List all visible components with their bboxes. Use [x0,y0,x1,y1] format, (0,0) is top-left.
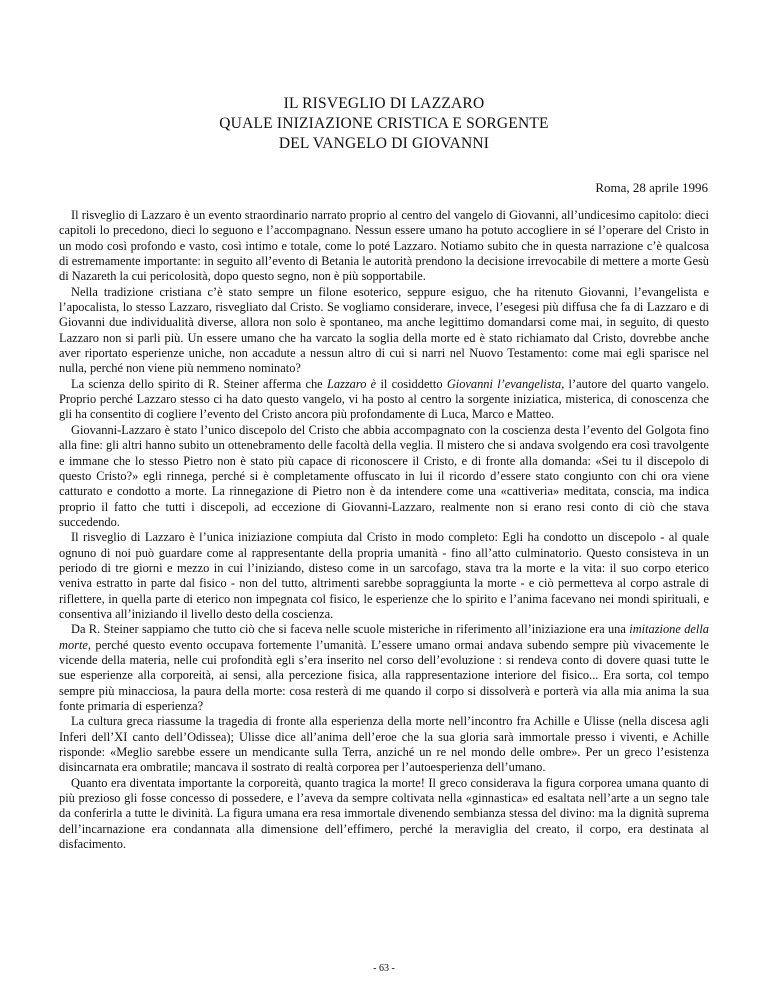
paragraph [59,377,709,423]
emphasis: imitazione della morte, [59,622,710,652]
emphasis: Lazzaro è [326,376,377,391]
paragraph [59,622,709,714]
title-line: DEL VANGELO DI GIOVANNI [278,135,490,152]
paragraph-text: La scienza dello spirito di R. Steiner afferma che [71,376,327,391]
paragraph: Quanto era diventata importante la corporeità, quanto tragica la morte! Il greco considerava la figura corporea umana quanto di più prezioso gli fosse concesso di possedere, e l’aveva da sempre coltivata nella «ginnastica» ed esaltata nell’arte a un segno tale da conferirla a tutte le divinità. La figura umana era resa immortale divenendo sembianza stessa del divino: ma la dignità suprema dell’incarnazione era condannata alla dimensione dell’effimero, perché la meraviglia del creato, il corpo, era destinata al disfacimento. [59,775,709,852]
paragraph-text: il cosiddetto [376,376,447,391]
title-line: IL RISVEGLIO DI LAZZARO [283,95,485,112]
paragraph-text: Da R. Steiner sappiamo che tutto ciò che si faceva nelle scuole misteriche in riferimento all’iniziazione era una [71,622,630,637]
paragraph: Il risveglio di Lazzaro è l’unica iniziazione compiuta dal Cristo in modo completo: Egli ha condotto un discepolo - al quale ognuno di noi può guardare come al rappresentante della propria umanità - fino all’atto culminatorio. Questo consisteva in un periodo di tre giorni e mezzo in cui l’iniziando, disteso come in un sarcofago, stava tra la morte e la vita: il suo corpo eterico veniva estratto in parte dal fisico - non del tutto, altrimenti sarebbe sopraggiunta la morte - e ciò permetteva al corpo astrale di riflettere, in quella parte di eterico non impegnata col fisico, le esperienze che lo spirito e l’anima facevano nei mondi spirituali, e consentiva all’iniziando il livello desto della coscienza. [59,530,709,621]
document-date: Roma, 28 aprile 1996 [595,180,708,195]
title-line: QUALE INIZIAZIONE CRISTICA E SORGENTE [219,115,549,132]
paragraph-text: perché questo evento occupava fortemente l’umanità. L’essere umano ormai andava subendo sempre più vivacemente le vicende della materia, nelle cui profondità egli s’era inserito nel corso dell’evoluzione : si rendeva conto di dovere quasi tutte le sue esperienze alla corporeità, ai sensi, alla percezione fisica, alla rappresentazione interiore del fisico... Era sorta, col tempo sempre più minacciosa, la paura della morte: cosa resterà di me quando il corpo si dissolverà e porterà via alla mia anima la sua fonte primaria di esperienza? [59,637,709,713]
paragraph: La cultura greca riassume la tragedia di fronte alla esperienza della morte nell’incontro fra Achille e Ulisse (nella discesa agli Inferi dell’XI canto dell’Odissea); Ulisse dice all’anima dell’eroe che la sua gloria sarà immortale presso i viventi, e Achille risponde: «Meglio sarebbe essere un mendicante sulla Terra, anziché un re nel mondo delle ombre». Per un greco l’esistenza disincarnata era ombratile; mancava il sostrato di realtà corporea per l’autoesperienza dell’umano. [59,714,709,775]
document-title [0,94,768,154]
emphasis: Giovanni l’evangelista, [446,376,565,391]
paragraph: Nella tradizione cristiana c’è stato sempre un filone esoterico, seppure esiguo, che ha ritenuto Giovanni, l’evangelista e l’apocalista, lo stesso Lazzaro, risvegliato dal Cristo. Se vogliamo considerare, invece, l’esegesi più diffusa che fa di Lazzaro e di Giovanni due individualità diverse, allora non solo è spontaneo, ma anche legittimo domandarsi come mai, in seguito, di questo Lazzaro non si parli più. Un essere umano che ha varcato la soglia della morte ed è stato richiamato dal Cristo, dovrebbe anche aver riportato esperienze uniche, non accadute a nessun altro di cui si narri nel Nuovo Testamento: come mai egli sparisce nel nulla, perché non viene più nemmeno nominato? [59,284,709,376]
paragraph: Giovanni-Lazzaro è stato l’unico discepolo del Cristo che abbia accompagnato con la coscienza desta l’evento del Golgota fino alla fine: gli altri hanno subito un ottenebramento delle facoltà della veglia. Il mistero che si andava svolgendo era così travolgente e immane che lo stesso Pietro non è stato più capace di riconoscere il Cristo, e di fronte alla domanda: «Sei tu il discepolo di questo Cristo?» egli rinnega, perché si è completamente offuscato in lui il ricordo d’essere stato congiunto con chi ora viene catturato e condotto a morte. La rinnegazione di Pietro non è da intendere come una «cattiveria» meditata, conscia, ma indica proprio il fatto che tutti i discepoli, ad eccezione di Giovanni-Lazzaro, realmente non si erano resi conto di ciò che stava succedendo. [59,422,709,529]
paragraph: Il risveglio di Lazzaro è un evento straordinario narrato proprio al centro del vangelo di Giovanni, all’undicesimo capitolo: dieci capitoli lo precedono, dieci lo seguono e l’accompagnano. Nessun essere umano ha potuto accogliere in sé l’operare del Cristo in un modo così profondo e vasto, così intimo e totale, come lo poté Lazzaro. Notiamo subito che in questa narrazione c’è qualcosa di estremamente importante: in seguito all’evento di Betania le autorità prendono la decisione irrevocabile di mettere a morte Gesù di Nazareth la cui pericolosità, dopo questo segno, non è più sopportabile. [59,208,709,284]
page-number: - 63 - [373,963,395,974]
paragraph-text: l’autore del quarto vangelo. Proprio perché Lazzaro stesso ci ha dato questo vangelo, vi ha posto al centro la sorgente iniziatica, misterica, di conoscenza che gli ha consentito di cogliere l’evento del Cristo ancora più profondamente di Luca, Marco e Matteo. [59,376,709,422]
document-body [59,208,709,852]
